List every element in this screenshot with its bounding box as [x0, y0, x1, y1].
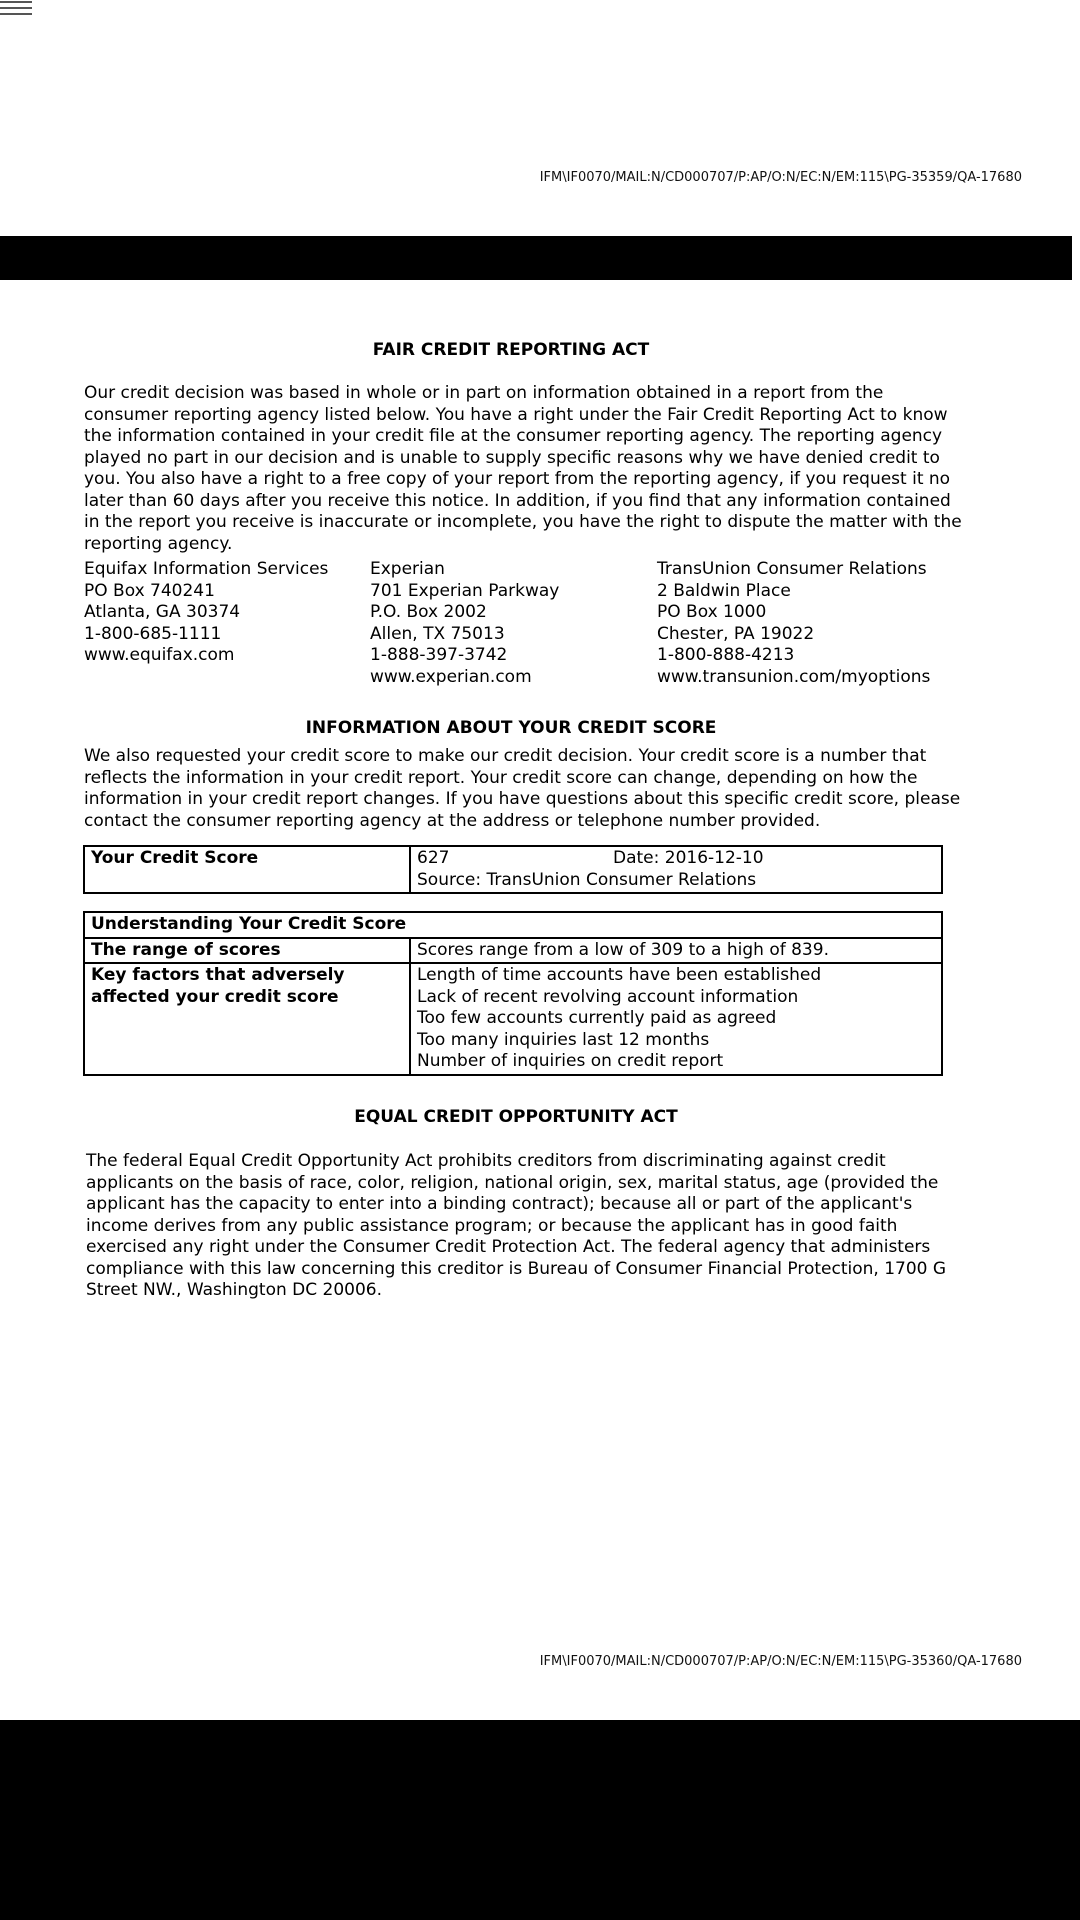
- agency-line: 2 Baldwin Place: [657, 580, 791, 601]
- agency-name: TransUnion Consumer Relations: [657, 559, 927, 579]
- table-row: [84, 846, 942, 893]
- agency-line: www.experian.com: [370, 666, 532, 687]
- agency-line: PO Box 740241: [84, 580, 215, 601]
- understanding-score-table: [83, 911, 943, 1076]
- key-factors-label: Key factors that adversely affected your credit score: [84, 963, 410, 1075]
- credit-score-heading: INFORMATION ABOUT YOUR CREDIT SCORE: [305, 718, 717, 738]
- credit-score-source: Source: TransUnion Consumer Relations: [417, 869, 757, 890]
- key-factor-item: Number of inquiries on credit report: [417, 1051, 724, 1071]
- key-factor-item: Length of time accounts have been established: [417, 965, 822, 985]
- credit-score-table: [83, 845, 943, 894]
- score-range-label: The range of scores: [84, 938, 410, 964]
- table-row: [84, 938, 942, 964]
- agency-line: PO Box 1000: [657, 602, 767, 622]
- agency-line: 1-888-397-3742: [370, 645, 508, 665]
- page-code-top: IFM\IF0070/MAIL:N/CD000707/P:AP/O:N/EC:N/EM:115\PG-35359/QA-17680: [539, 170, 1022, 185]
- agency-line: 1-800-888-4213: [657, 645, 795, 665]
- scrollbar[interactable]: [1072, 0, 1080, 1720]
- score-range-value: Scores range from a low of 309 to a high of 839.: [410, 938, 942, 964]
- agency-line: Atlanta, GA 30374: [84, 602, 241, 622]
- page-code-bottom: IFM\IF0070/MAIL:N/CD000707/P:AP/O:N/EC:N/EM:115\PG-35360/QA-17680: [539, 1654, 1022, 1669]
- previous-page: [0, 0, 1072, 236]
- ecoa-heading: EQUAL CREDIT OPPORTUNITY ACT: [354, 1107, 678, 1127]
- hamburger-menu-icon[interactable]: [0, 0, 32, 16]
- credit-score-paragraph: We also requested your credit score to make our credit decision. Your credit score is a number that reflects the information in your credit report. Your credit score can change, depending on how the information in your credit report changes. If you have questions about this specific credit score, please contact the consumer reporting agency at the address or telephone number provided.: [84, 746, 961, 831]
- agency-line: www.equifax.com: [84, 645, 235, 665]
- table-row: [84, 963, 942, 1075]
- agency-line: Allen, TX 75013: [370, 623, 505, 644]
- credit-score-label: Your Credit Score: [84, 846, 410, 893]
- table-row: [84, 912, 942, 938]
- agency-equifax: [84, 559, 328, 667]
- agency-line: www.transunion.com/myoptions: [657, 666, 931, 687]
- agency-name: Experian: [370, 559, 445, 579]
- agency-transunion: [657, 559, 930, 688]
- agency-line: 701 Experian Parkway: [370, 580, 560, 601]
- key-factors-list: [410, 963, 942, 1075]
- understanding-title: Understanding Your Credit Score: [84, 912, 942, 938]
- fcra-heading: FAIR CREDIT REPORTING ACT: [372, 340, 650, 360]
- key-factor-item: Lack of recent revolving account information: [417, 986, 799, 1007]
- agency-name: Equifax Information Services: [84, 559, 329, 579]
- credit-score-cell: [410, 846, 942, 893]
- current-page: [0, 280, 1072, 1720]
- ecoa-paragraph: The federal Equal Credit Opportunity Act prohibits creditors from discriminating against credit applicants on the basis of race, color, religion, national origin, sex, marital status, age (provided the applicant has the capacity to enter into a binding contract); because all or part of the applicant's income derives from any public assistance program; or because the applicant has in good faith exercised any right under the Consumer Credit Protection Act. The federal agency that administers compliance with this law concerning this creditor is Bureau of Consumer Financial Protection, 1700 G Street NW., Washington DC 20006.: [86, 1151, 947, 1300]
- key-factor-item: Too few accounts currently paid as agreed: [417, 1008, 777, 1028]
- credit-score-value: 627: [417, 848, 450, 868]
- fcra-paragraph: Our credit decision was based in whole or in part on information obtained in a report from the consumer reporting agency listed below. You have a right under the Fair Credit Reporting Act to know the information contained in your credit file at the consumer reporting agency. The reporting agency played no part in our decision and is unable to supply specific reasons why we have denied credit to you. You also have a right to a free copy of your report from the reporting agency, if you request it no later than 60 days after you receive this notice. In addition, if you find that any information contained in the report you receive is inaccurate or incomplete, you have the right to dispute the matter with the reporting agency.: [84, 383, 962, 554]
- agency-line: 1-800-685-1111: [84, 623, 222, 644]
- credit-score-date: Date: 2016-12-10: [613, 848, 764, 868]
- key-factor-item: Too many inquiries last 12 months: [417, 1029, 710, 1050]
- agency-line: Chester, PA 19022: [657, 623, 815, 644]
- agency-experian: [370, 559, 559, 688]
- agency-line: P.O. Box 2002: [370, 602, 487, 622]
